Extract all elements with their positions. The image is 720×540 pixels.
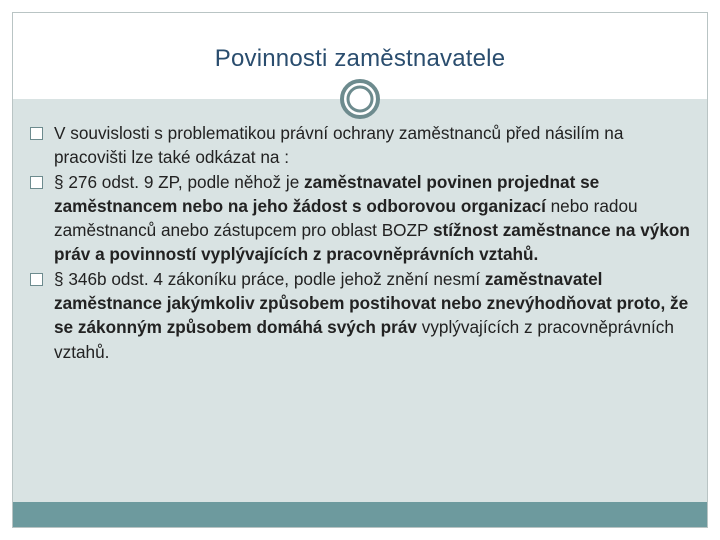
bullet-item xyxy=(30,121,695,170)
bullet-bold-text: stížnost zaměstnance na výkon práv a povinností vyplývajících z pracovněprávních vztahů. xyxy=(54,220,690,265)
bullet-text: V souvislosti s problematikou právní ochrany zaměstnanců před násilím na pracovišti lze také odkázat na : xyxy=(54,123,624,168)
bullet-text: § 276 odst. 9 ZP, podle něhož je xyxy=(54,171,305,192)
bullet-bold-text: zaměstnavatel povinen projednat se zaměstnancem nebo na jeho žádost s odborovou organizací xyxy=(54,171,600,216)
bullet-text: § 346b odst. 4 zákoníku práce, podle jehož znění nesmí xyxy=(54,268,485,289)
bullet-list xyxy=(30,121,695,364)
checkbox-bullet-icon xyxy=(30,176,43,189)
bullet-item xyxy=(30,170,695,267)
bullet-item xyxy=(30,267,695,364)
checkbox-bullet-icon xyxy=(30,127,43,140)
slide-title: Povinnosti zaměstnavatele xyxy=(214,45,506,72)
bullet-bold-text: zaměstnavatel zaměstnance jakýmkoliv způsobem postihovat nebo znevýhodňovat proto, že se zákonným způsobem domáhá svých práv xyxy=(54,268,689,338)
bullet-text: vyplývajících z pracovněprávních vztahů. xyxy=(54,317,674,362)
ring-ornament-icon xyxy=(340,79,380,119)
checkbox-bullet-icon xyxy=(30,273,43,286)
bullet-text: nebo radou zaměstnanců anebo zástupcem pro oblast BOZP xyxy=(54,195,638,241)
footer-bar xyxy=(13,502,707,527)
